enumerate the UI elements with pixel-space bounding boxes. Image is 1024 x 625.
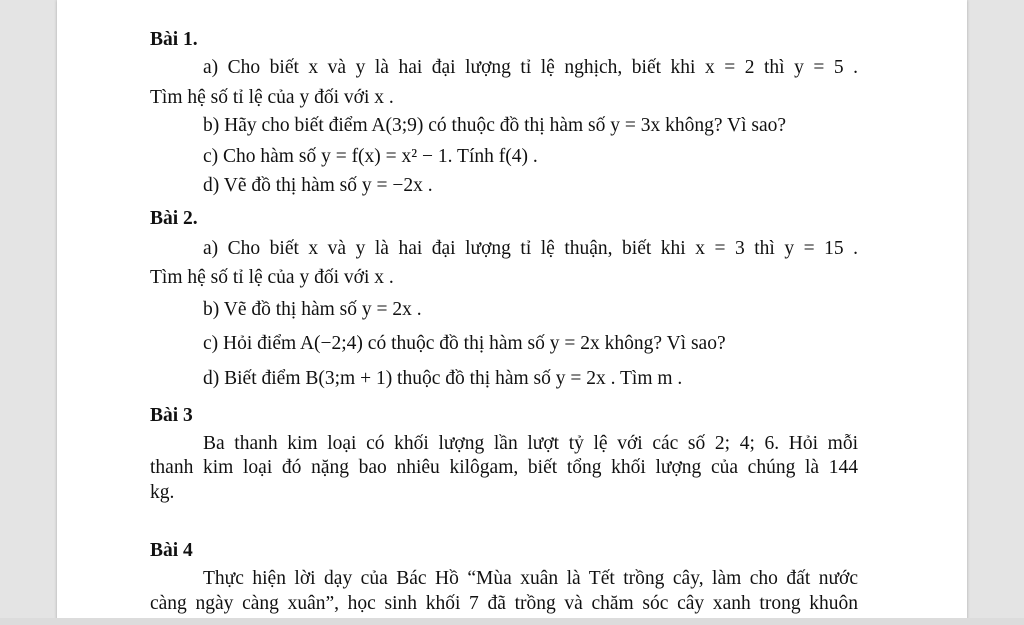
bai2-a-line1: a) Cho biết x và y là hai đại lượng tỉ lệ thuận, biết khi x = 3 thì y = 15 . [203, 238, 858, 259]
bai3-line2: thanh kim loại đó nặng bao nhiêu kilôgam, biết tổng khối lượng của chúng là 144 [150, 457, 858, 478]
bai4-line1: Thực hiện lời dạy của Bác Hồ “Mùa xuân là Tết trồng cây, làm cho đất nước [203, 568, 858, 589]
bai1-d: d) Vẽ đồ thị hàm số y = −2x . [203, 175, 433, 196]
bai4-line2: càng ngày càng xuân”, học sinh khối 7 đã trồng và chăm sóc cây xanh trong khuôn [150, 593, 858, 614]
bai2-a-line2: Tìm hệ số tỉ lệ của y đối với x . [150, 267, 394, 288]
bai2-c: c) Hỏi điểm A(−2;4) có thuộc đồ thị hàm số y = 2x không? Vì sao? [203, 333, 726, 354]
bai2-b: b) Vẽ đồ thị hàm số y = 2x . [203, 299, 422, 320]
bai3-title: Bài 3 [150, 405, 193, 426]
bai2-d: d) Biết điểm B(3;m + 1) thuộc đồ thị hàm số y = 2x . Tìm m . [203, 368, 683, 389]
bai1-b: b) Hãy cho biết điểm A(3;9) có thuộc đồ thị hàm số y = 3x không? Vì sao? [203, 115, 787, 136]
bai4-title: Bài 4 [150, 540, 193, 561]
document-page [57, 0, 967, 625]
bai2-title: Bài 2. [150, 208, 198, 229]
bai1-a-line2: Tìm hệ số tỉ lệ của y đối với x . [150, 87, 394, 108]
bai1-title: Bài 1. [150, 29, 198, 50]
bai3-line1: Ba thanh kim loại có khối lượng lần lượt tỷ lệ với các số 2; 4; 6. Hỏi mỗi [203, 433, 858, 454]
bai3-line3: kg. [150, 482, 175, 503]
page-bottom-edge [0, 618, 1024, 625]
bai1-c: c) Cho hàm số y = f(x) = x² − 1. Tính f(4) . [203, 146, 538, 167]
bai1-a-line1: a) Cho biết x và y là hai đại lượng tỉ lệ nghịch, biết khi x = 2 thì y = 5 . [203, 57, 858, 78]
